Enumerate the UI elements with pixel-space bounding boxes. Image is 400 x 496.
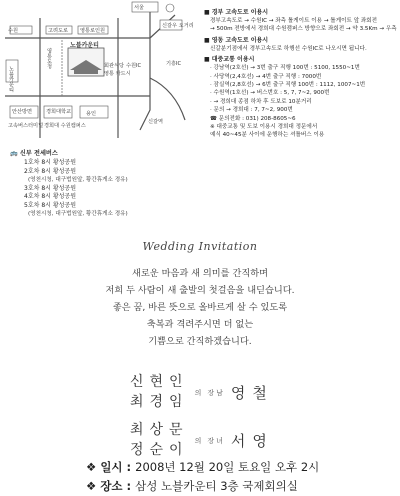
bride-father: 최상문 [130,422,189,438]
message-line: 좋은 꿈, 바른 뜻으로 올바르게 살 수 있도록 [112,302,288,313]
map-label: 안산방면 [12,109,33,115]
groom-family [130,372,370,412]
map-label: 영통도청 [46,48,52,69]
message-line: 저희 두 사람이 새 출발의 첫걸음을 내딛습니다. [105,285,295,296]
note-line: ※ 대중교통 및 도보 이용시 경희대 정문에서 [210,124,318,131]
map-label: 용인 [86,111,97,117]
direction-line: · 강남역(2호선) → 3번 출구 직행 100번 : 5100, 1550~1번 [210,65,360,72]
particle: 의 [194,436,202,445]
map-label: 고려도로 [48,28,69,34]
building-sublabel: 회관식당 [104,63,125,69]
map-label: 서울 [134,5,145,11]
particle: 의 [194,388,202,397]
map-label: 신갈우 오거리 [162,23,194,29]
groom-name: 영철 [230,384,274,402]
groom-role: 장남 [207,388,225,397]
groom-father: 신현인 [130,374,189,390]
groom-mother: 최경임 [130,394,189,410]
map-label: 경희대 수원캠퍼스 [44,123,86,129]
bus-row: 5호차 8시 황성공원 [24,201,77,209]
location-map [0,0,194,138]
date-label: ❖ 일시 : [86,460,132,474]
direction-line: 경부고속도로 → 수원IC → 좌측 톨게이트 이용 → 톨게이트 앞 좌회전 [210,18,378,24]
map-label: 수원IC [126,63,142,69]
direction-line: · 잠실역(2,8호선) → 6번 출구 직행 100번 : 1112, 1007~1번 [210,82,366,89]
place-row [86,477,396,496]
message-line: 새로운 마음과 새 의미를 간직하며 [132,268,268,279]
note-line: 예식 40~45분 사이에 운행하는 셔틀버스 이용 [210,132,325,139]
direction-line: · 수원역(1호선) → 버스번호 : 5, 7, 7~2, 900번 [210,90,330,97]
date-row [86,458,396,477]
bus-route-note: (영천시청, 대구법원앞, 황간휴게소 경유) [28,211,128,218]
section-title: ■ 경부 고속도로 이용시 [204,9,269,16]
map-label: 노블카운티 [8,66,14,92]
bus-row: 4호차 8시 황성공원 [24,193,77,201]
direction-line: 신갈분기점에서 경부고속도로 하행선 수원IC로 나오시면 됩니다. [210,45,367,52]
bride-name: 서영 [230,432,274,450]
date-value: 2008년 12월 20일 토요일 오후 2시 [135,460,320,474]
place-label: ❖ 장소 : [86,479,132,493]
bus-row: 1호차 8시 황성공원 [24,159,77,166]
directions-panel [204,8,396,140]
bus-row: 2호차 8시 황성공원 [24,167,77,175]
event-details [86,458,396,496]
building-label: 노블카운티 [70,42,99,49]
map-label: 신갈역 [148,119,164,125]
family-names [130,372,370,468]
invitation-message [0,265,400,350]
place-value: 삼성 노블카운티 3층 국제회의실 [135,479,298,493]
direction-line: → 500m 전방에서 경희대 수원캠퍼스 방향으로 좌회전 → 약 3.5Km → 우측 [210,26,397,33]
bus-schedule [10,148,240,219]
message-line: 기쁨으로 간직하겠습니다. [148,336,252,347]
invitation-title: Wedding Invitation [142,240,258,253]
contact-line: ☎ 문의전화 : 031) 208-8605~6 [210,115,296,122]
map-label: 경희대학교 [46,109,72,115]
map-label: 수원 [8,28,19,34]
section-title: ■ 대중교통 이용시 [204,56,255,64]
message-line: 축복과 격려주시면 더 없는 [146,319,254,330]
bus-icon: 🚌 [10,150,20,157]
map-label: 영통로인원 [80,28,106,34]
direction-line: · 사당역(2,4호선) → 4번 출구 직행 : 7000번 [210,73,322,80]
building-sublabel: 영통 카드시 [104,71,131,77]
bride-role: 장녀 [207,436,225,445]
direction-line: · → 경희대 종점 하차 후 도보로 10분거리 [210,98,312,105]
bus-title: 🚌 신부 전세버스 [10,150,58,157]
bus-row: 3호차 8시 황성공원 [24,184,77,192]
bride-family [130,420,370,460]
section-title: ■ 영동 고속도로 이용시 [204,36,269,44]
map-label: 고속버스터미널 [8,123,44,129]
direction-line: · 문의 → 경희대 : 7, 7~2, 900번 [210,107,293,114]
bus-route-note: (영천시청, 대구법원앞, 황간휴게소 경유) [28,177,128,184]
bride-mother: 정순이 [130,442,189,458]
map-label: 기흥IC [166,61,182,67]
